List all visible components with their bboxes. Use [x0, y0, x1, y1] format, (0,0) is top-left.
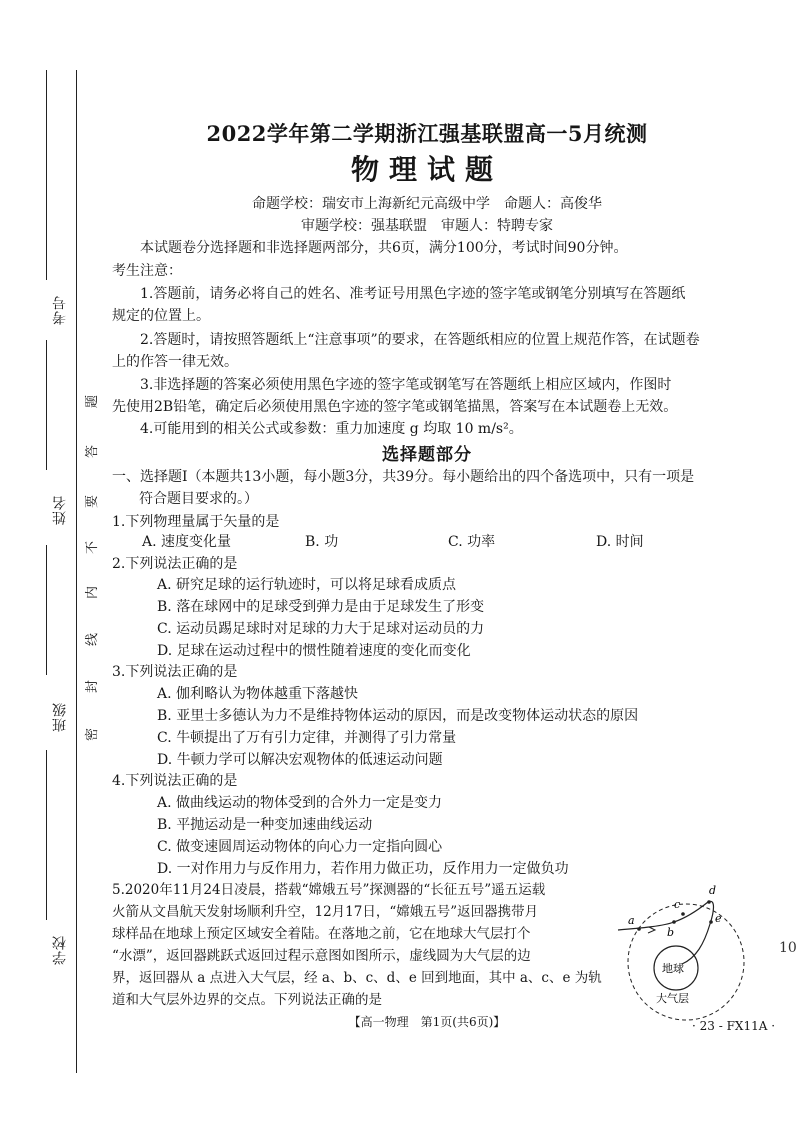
seal-char: 要	[85, 494, 101, 509]
question-stem: 3.下列说法正确的是	[112, 664, 238, 680]
binding-label-name: 姓名	[52, 495, 68, 525]
kaohao-blank-line	[46, 70, 47, 280]
seal-char: 线	[85, 632, 101, 647]
point-a-label: a	[628, 914, 635, 927]
point-a-marker	[637, 927, 641, 931]
reviewer-line: 审题学校：强基联盟 审题人：特聘专家	[301, 218, 553, 234]
question-option: B. 亚里士多德认为力不是维持物体运动的原因，而是改变物体运动状态的原因	[157, 708, 639, 724]
notice-item: 3.非选择题的答案必须使用黑色字迹的签字笔或钢笔写在答题纸上相应区域内，作图时	[140, 377, 672, 393]
question-stem-line: 界，返回器从 a 点进入大气层，经 a、b、c、d、e 回到地面，其中 a、c、e 为轨	[112, 970, 602, 986]
binding-label-school: 学校	[52, 935, 68, 965]
binding-line	[76, 70, 77, 1073]
part-heading-continued: 符合题目要求的。）	[139, 491, 258, 507]
point-b-marker	[672, 920, 676, 924]
point-c-label: c	[674, 898, 681, 911]
question-option: C. 做变速圆周运动物体的向心力一定指向圆心	[157, 839, 443, 855]
notice-item: 1.答题前，请务必将自己的姓名、准考证号用黑色字迹的签字笔或钢笔分别填写在答题纸	[140, 286, 686, 302]
notice-item-continued: 先使用2B铅笔，确定后必须使用黑色字迹的签字笔或钢笔描黑，答案写在本试题卷上无效。	[112, 399, 678, 415]
binding-label-class: 班级	[52, 702, 68, 732]
question-stem: 2.下列说法正确的是	[112, 556, 238, 572]
question-stem: 1.下列物理量属于矢量的是	[112, 514, 280, 530]
atmosphere-label: 大气层	[656, 992, 689, 1005]
question-stem-line: “水漂”，返回器跳跃式返回过程示意图如图所示，虚线圆为大气层的边	[112, 948, 531, 964]
paper-code: · 23 - FX11A ·	[692, 1019, 776, 1033]
notice-heading: 考生注意：	[112, 263, 182, 279]
seal-char: 答	[85, 444, 101, 459]
question-option: D. 足球在运动过程中的惯性随着速度的变化而变化	[157, 643, 471, 659]
exam-title: 2022学年第二学期浙江强基联盟高一5月统测	[206, 121, 648, 146]
notice-item: 2.答题时，请按照答题纸上“注意事项”的要求，在答题纸相应的位置上规范作答，在试题卷	[140, 332, 700, 348]
question-option: B. 平抛运动是一种变加速曲线运动	[157, 817, 373, 833]
seal-char: 不	[85, 540, 101, 555]
notice-item-continued: 上的作答一律无效。	[112, 354, 238, 370]
seal-char: 密	[85, 727, 101, 742]
page-footer: 【高一物理 第1页(共6页)】	[348, 1015, 506, 1029]
trajectory-path	[618, 901, 714, 964]
question-stem-line: 球样品在地球上预定区域安全着陆。在落地之前，它在地球大气层打个	[112, 926, 531, 942]
question-option: A. 伽利略认为物体越重下落越快	[157, 686, 359, 702]
earth-label: 地球	[662, 962, 684, 975]
notice-item: 4.可能用到的相关公式或参数：重力加速度 g 均取 10 m/s²。	[140, 421, 523, 437]
exam-intro: 本试题卷分选择题和非选择题两部分，共6页，满分100分，考试时间90分钟。	[140, 240, 628, 256]
exam-subtitle: 物理试题	[350, 153, 503, 186]
point-d-marker	[707, 900, 711, 904]
question-option: B. 落在球网中的足球受到弹力是由于足球发生了形变	[157, 599, 485, 615]
question-option: B. 功	[305, 534, 339, 550]
seal-char: 题	[85, 394, 101, 409]
question-option: C. 运动员踢足球时对足球的力大于足球对运动员的力	[157, 621, 485, 637]
question-stem-line: 道和大气层外边界的交点。下列说法正确的是	[112, 992, 382, 1008]
point-d-label: d	[709, 884, 717, 897]
reentry-trajectory-figure	[612, 878, 760, 1026]
question-option: A. 速度变化量	[142, 534, 232, 550]
point-c-marker	[681, 912, 685, 916]
class-blank-line	[46, 545, 47, 675]
question-option: A. 研究足球的运行轨迹时，可以将足球看成质点	[157, 577, 457, 593]
point-e-marker	[709, 920, 713, 924]
question-option: C. 功率	[448, 534, 496, 550]
question-option: D. 一对作用力与反作用力，若作用力做正功，反作用力一定做负功	[157, 861, 569, 877]
seal-char: 封	[85, 679, 101, 694]
seal-char: 内	[85, 585, 101, 600]
question-option: C. 牛顿提出了万有引力定律，并测得了引力常量	[157, 730, 457, 746]
question-stem: 5.2020年11月24日凌晨，搭载“嫦娥五号”探测器的“长征五号”遥五运载	[112, 882, 546, 898]
question-option: A. 做曲线运动的物体受到的合外力一定是变力	[157, 795, 443, 811]
part-heading: 一、选择题Ⅰ（本题共13小题，每小题3分，共39分。每小题给出的四个备选项中，只有一项是	[112, 469, 695, 485]
question-option: D. 牛顿力学可以解决宏观物体的低速运动问题	[157, 752, 443, 768]
name-blank-line	[46, 340, 47, 470]
author-line: 命题学校：瑞安市上海新纪元高级中学 命题人：高俊华	[252, 196, 602, 212]
point-b-label: b	[667, 926, 675, 939]
question-stem-line: 火箭从文昌航天发射场顺利升空，12月17日，“嫦娥五号”返回器携带月	[112, 904, 539, 920]
edge-fragment-number: 10	[779, 940, 797, 956]
section-title: 选择题部分	[382, 445, 472, 465]
school-blank-line	[46, 750, 47, 920]
point-e-label: e	[715, 912, 722, 925]
question-stem: 4.下列说法正确的是	[112, 773, 238, 789]
notice-item-continued: 规定的位置上。	[112, 308, 210, 324]
question-option: D. 时间	[596, 534, 644, 550]
trajectory-arrow	[648, 927, 655, 933]
binding-label-kaohao: 考号	[52, 295, 68, 325]
